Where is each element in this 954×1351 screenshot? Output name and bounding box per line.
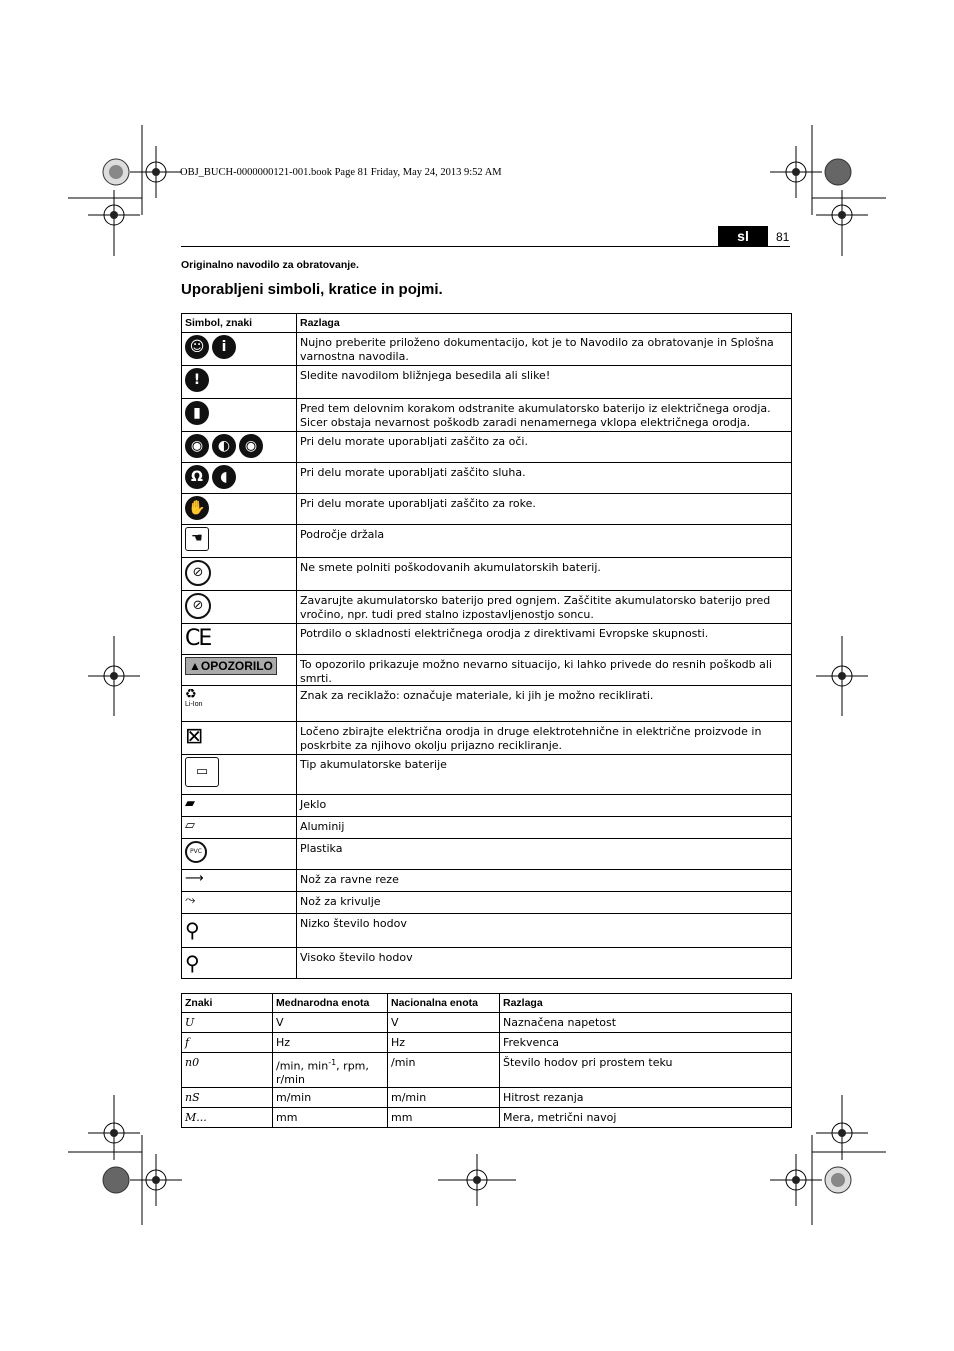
table-row: ⚲ Visoko število hodov — [182, 947, 792, 978]
ear-plug-icon: ◖ — [212, 465, 236, 489]
table-row: ☺ i Nujno preberite priloženo dokumentacijo, kot je to Navodilo za obratovanje in Splošna varnostna navodila. — [182, 333, 792, 366]
table-row: M... mm mm Mera, metrični navoj — [182, 1107, 792, 1127]
table-row: ⊘ Zavarujte akumulatorsko baterijo pred ognjem. Zaščitite akumulatorsko baterijo pred vročino, npr. tudi pred stalno izpostavljenostjo soncu. — [182, 591, 792, 624]
table-row: f Hz Hz Frekvenca — [182, 1033, 792, 1053]
document-subtitle: Originalno navodilo za obratovanje. — [181, 259, 359, 271]
table-row: ▭ Tip akumulatorske baterije — [182, 755, 792, 795]
manual-book-icon: i — [212, 335, 236, 359]
table-row: U V V Naznačena napetost — [182, 1013, 792, 1033]
table-row: ✋ Pri delu morate uporabljati zaščito za roke. — [182, 494, 792, 525]
table-row: ⊠ Ločeno zbirajte električna orodja in druge elektrotehnične in električne proizvode in poskrbite za njihovo okolju prijazno recikliranje. — [182, 722, 792, 755]
curve-knife-icon: ⤳ — [185, 892, 196, 908]
table-row: PVC Plastika — [182, 839, 792, 870]
table-row: ◉ ◐ ◉ Pri delu morate uporabljati zaščito za oči. — [182, 432, 792, 463]
recycling-icon: ♻ — [185, 687, 197, 702]
li-ion-label: Li-Ion — [185, 701, 203, 708]
ce-mark-icon: CE — [185, 626, 211, 651]
table-row: Ω ◖ Pri delu morate uporabljati zaščito sluha. — [182, 463, 792, 494]
table-row: ⊘ Ne smete polniti poškodovanih akumulatorskih baterij. — [182, 558, 792, 591]
table-row: nS m/min m/min Hitrost rezanja — [182, 1087, 792, 1107]
warning-label-icon: ▲OPOZORILO — [185, 657, 277, 675]
fire-heat-icon: ⊘ — [185, 593, 211, 619]
symbols-table — [181, 313, 792, 979]
table-header-row — [182, 994, 792, 1013]
book-info: OBJ_BUCH-0000000121-001.book Page 81 Friday, May 24, 2013 9:52 AM — [180, 167, 502, 178]
steel-icon: ▰ — [185, 796, 195, 811]
header-rule — [181, 246, 790, 247]
battery-type-icon: ▭ — [185, 757, 219, 787]
grip-area-icon: ☚ — [185, 527, 209, 551]
table-row: ▮ Pred tem delovnim korakom odstranite akumulatorsko baterijo iz električnega orodja. Sicer obstaja nevarnost poškodb zaradi nenamernega vklopa električnega orodja. — [182, 399, 792, 432]
table-row: ▰ Jeklo — [182, 795, 792, 817]
column-header: Razlaga — [500, 994, 792, 1013]
read-manual-icon: ☺ — [185, 335, 209, 359]
table-row: ⟶ Nož za ravne reze — [182, 869, 792, 891]
table-header-row — [182, 314, 792, 333]
ear-protection-icon: Ω — [185, 465, 209, 489]
language-badge: sl — [718, 226, 768, 247]
table-row: CE Potrdilo o skladnosti električnega orodja z direktivami Evropske skupnosti. — [182, 624, 792, 655]
straight-knife-icon: ⟶ — [185, 870, 204, 886]
plastic-icon: PVC — [185, 841, 207, 863]
goggles-icon: ◉ — [239, 434, 263, 458]
table-row: n0 /min, $\min^{-1}$, rpm, r/min /min Število hodov pri prostem teku — [182, 1053, 792, 1088]
column-header: Mednarodna enota — [273, 994, 388, 1013]
table-row: ▱ Aluminij — [182, 817, 792, 839]
remove-battery-icon: ▮ — [185, 401, 209, 425]
column-header: Razlaga — [297, 314, 792, 333]
column-header: Nacionalna enota — [388, 994, 500, 1013]
table-row: ♻ Li-Ion Znak za reciklažo: označuje materiale, ki jih je možno reciklirati. — [182, 686, 792, 722]
eye-protection-icon: ◉ — [185, 434, 209, 458]
low-stroke-icon: ⚲ — [185, 917, 200, 942]
no-charge-damaged-icon: ⊘ — [185, 560, 211, 586]
column-header: Simbol, znaki — [182, 314, 297, 333]
table-row: ▲OPOZORILO To opozorilo prikazuje možno nevarno situacijo, ki lahko privede do resnih poškodb ali smrti. — [182, 655, 792, 686]
hand-protection-icon: ✋ — [185, 496, 209, 520]
table-row: ☚ Področje držala — [182, 525, 792, 558]
face-shield-icon: ◐ — [212, 434, 236, 458]
page-number: 81 — [776, 230, 790, 244]
exclamation-icon: ! — [185, 368, 209, 392]
units-table — [181, 993, 792, 1128]
high-stroke-icon: ⚲ — [185, 950, 200, 975]
column-header: Znaki — [182, 994, 273, 1013]
section-title: Uporabljeni simboli, kratice in pojmi. — [181, 281, 443, 298]
table-row: ! Sledite navodilom bližnjega besedila ali slike! — [182, 366, 792, 399]
aluminium-icon: ▱ — [185, 818, 195, 833]
table-row: ⚲ Nizko število hodov — [182, 913, 792, 947]
table-row: ⤳ Nož za krivulje — [182, 891, 792, 913]
crossed-bin-icon: ⊠ — [185, 724, 204, 749]
